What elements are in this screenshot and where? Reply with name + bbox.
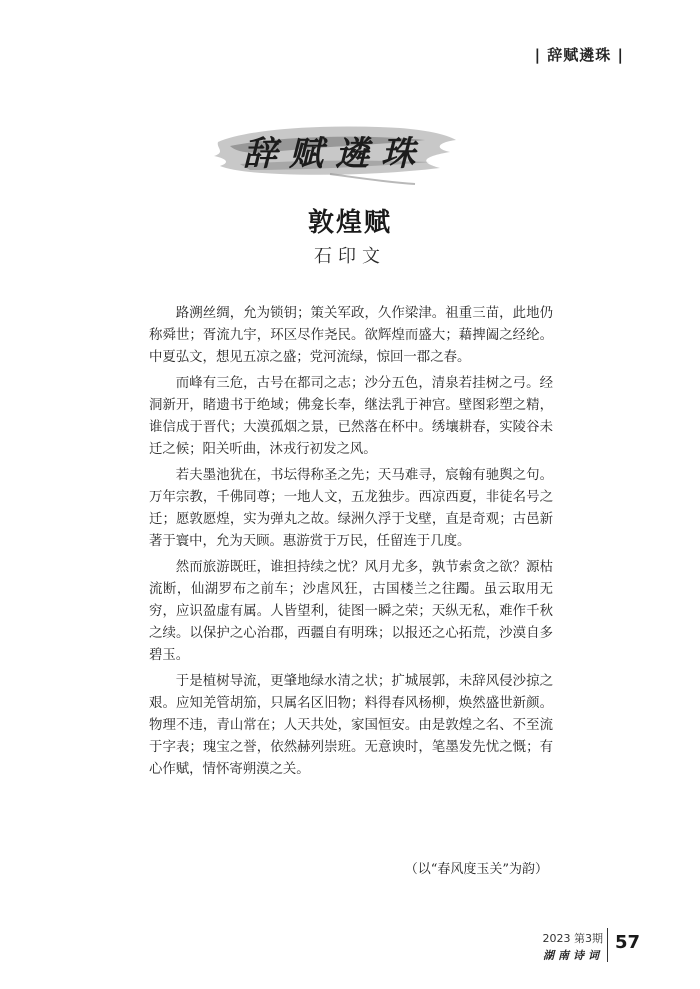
section-banner <box>210 118 460 188</box>
article-title: 敦煌赋 <box>307 208 392 238</box>
magazine-name: 湖南诗词 <box>543 949 603 962</box>
paragraph: 而峰有三危，古号在都司之志；沙分五色，清泉若挂树之弓。经洞新开，睹遗书于绝域；佛龛长奉，继法乳于神宫。壁图彩塑之精，谁信成于晋代；大漠孤烟之景，已然落在杯中。绣壤耕春，实陵谷未迁之候；阳关听曲，沐戎行初发之风。 <box>149 376 553 457</box>
issue-label: 2023 第3期 <box>542 932 603 945</box>
article-author: 石印文 <box>314 246 386 267</box>
running-head: | 辞赋遴珠 | <box>534 46 624 64</box>
banner-title: 辞赋遴珠 <box>243 134 427 174</box>
paragraph: 若夫墨池犹在，书坛得称圣之先；天马难寻，宸翰有驰舆之句。万年宗教，千佛同尊；一地人文，五龙独步。西凉西夏，非徒名号之迁；愿敦愿煌，实为弹丸之故。绿洲久浮于戈壁，直是奇观；古邑新著于寰中，允为天顾。惠游赏于万民，任留连于几度。 <box>149 468 553 549</box>
paragraph: 路溯丝绸，允为锁钥；策关军政，久作梁津。祖重三苗，此地仍称舜世；胥流九宇，环区尽作尧民。欲辉煌而盛大；藉捭阖之经纶。中夏弘文，想见五凉之盛；党河流绿，惊回一郡之春。 <box>149 306 553 365</box>
rhyme-note: （以“春风度玉关”为韵） <box>404 862 548 877</box>
footer-divider <box>607 928 608 962</box>
paragraph: 然而旅游既旺，谁担持续之忧？风月尤多，孰节索贪之欲？源枯流断，仙湖罗布之前车；沙虐风狂，古国楼兰之往躅。虽云取用无穷，应识盈虚有属。人皆望利，徒图一瞬之荣；天纵无私，难作千秋之续。以保护之心治郡，西疆自有明珠；以报还之心拓荒，沙漠自多碧玉。 <box>149 560 553 663</box>
article-body <box>149 303 553 785</box>
paragraph: 于是植树导流，更肇地绿水清之状；扩城展郭，未辞风侵沙掠之艰。应知羌管胡笳，只属名区旧物；料得春风杨柳，焕然盛世新颜。物理不违，青山常在；人天共处，家国恒安。由是敦煌之名、不至流于字表；瑰宝之誉，依然赫列崇班。无意谀时，笔墨发先忧之慨；有心作赋，情怀寄朔漠之关。 <box>149 674 553 777</box>
page-number: 57 <box>615 932 641 953</box>
